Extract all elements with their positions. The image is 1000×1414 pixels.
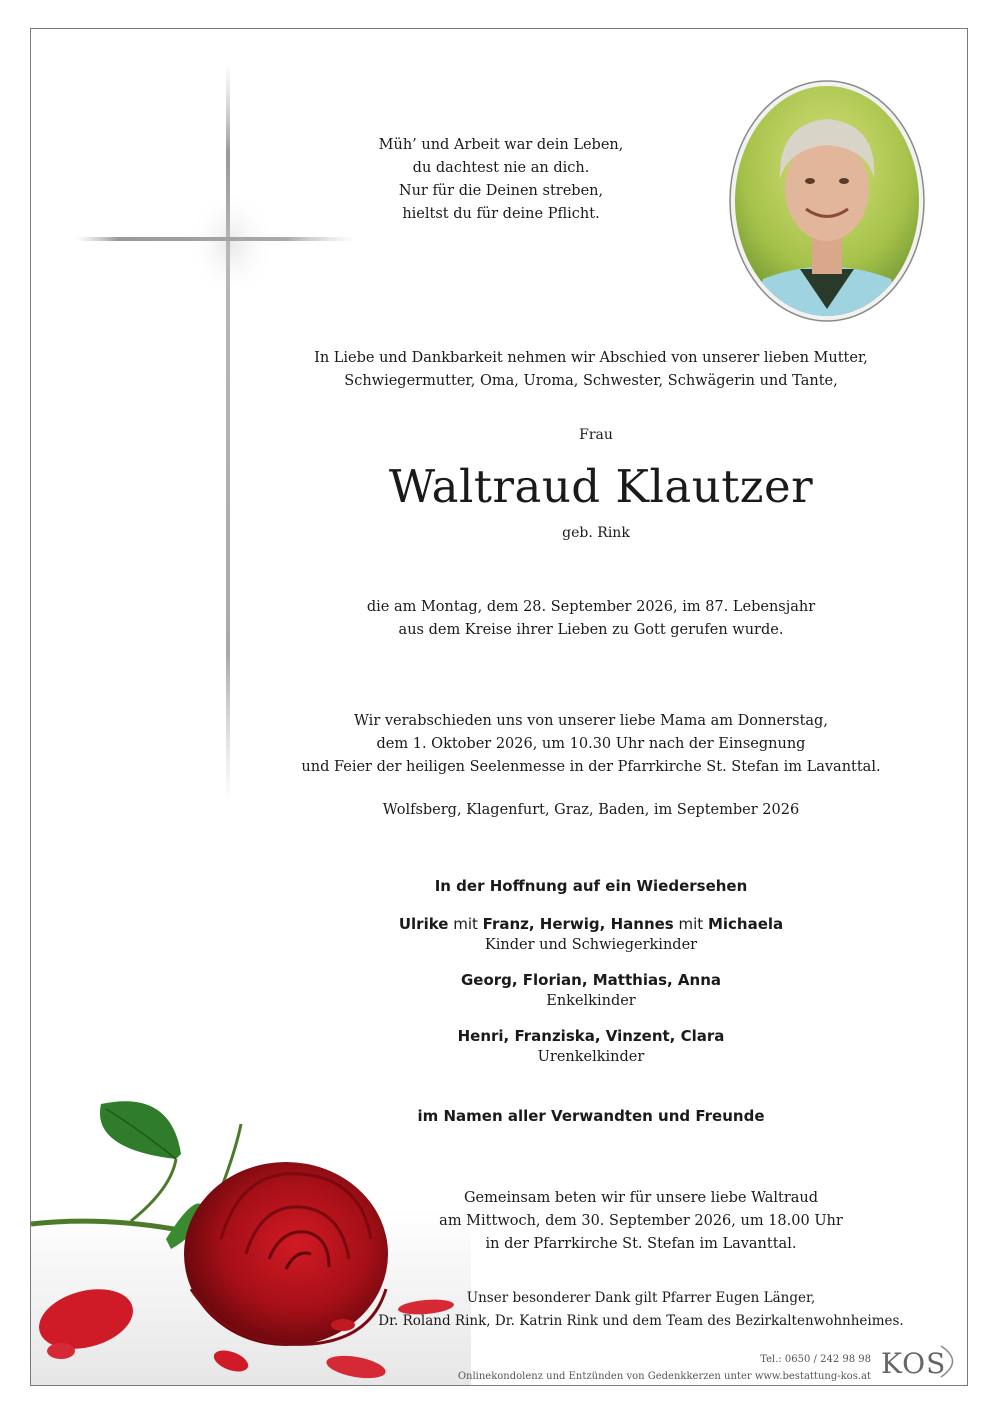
closing-line: im Namen aller Verwandten und Freunde — [417, 1107, 765, 1125]
family-name: Franz, Herwig, Hannes — [482, 915, 674, 933]
thanks-line: Unser besonderer Dank gilt Pfarrer Eugen Länger, — [466, 1290, 816, 1306]
prayer-line: in der Pfarrkirche St. Stefan im Lavanttal. — [485, 1236, 797, 1252]
hope-line: In der Hoffnung auf ein Wiedersehen — [434, 877, 748, 895]
death-line: die am Montag, dem 28. September 2026, im 87. Lebensjahr — [366, 599, 816, 615]
phone-number: Tel.: 0650 / 242 98 98 — [760, 1354, 871, 1365]
birth-name: geb. Rink — [562, 525, 630, 541]
online-condolence-link[interactable]: Onlinekondolenz und Entzünden von Gedenkkerzen unter www.bestattung-kos.at — [457, 1371, 871, 1382]
family-group-children — [281, 914, 901, 956]
family-name: Henri, Franziska, Vinzent, Clara — [457, 1027, 725, 1045]
death-line: aus dem Kreise ihrer Lieben zu Gott gerufen wurde. — [398, 622, 784, 638]
intro-line: In Liebe und Dankbarkeit nehmen wir Abschied von unserer lieben Mutter, — [314, 350, 868, 366]
intro-text — [281, 347, 901, 393]
family-group-great-grandchildren — [281, 1026, 901, 1068]
verse-line: du dachtest nie an dich. — [412, 160, 590, 176]
family-names — [281, 1026, 901, 1047]
family-name: Georg, Florian, Matthias, Anna — [460, 971, 722, 989]
cross-icon — [61, 54, 361, 824]
prayer-line: Gemeinsam beten wir für unsere liebe Waltraud — [463, 1190, 819, 1206]
family-group-grandchildren — [281, 970, 901, 1012]
farewell-line: und Feier der heiligen Seelenmesse in der Pfarrkirche St. Stefan im Lavanttal. — [301, 759, 881, 775]
memorial-verse — [331, 134, 671, 226]
deceased-name: Waltraud Klautzer — [388, 460, 814, 513]
salutation: Frau — [579, 427, 613, 443]
verse-line: Nur für die Deinen streben, — [398, 183, 604, 199]
verse-line: hieltst du für deine Pflicht. — [402, 206, 600, 222]
thanks-line: Dr. Roland Rink, Dr. Katrin Rink und dem Team des Bezirkaltenwohnheimes. — [378, 1313, 904, 1329]
kos-logo: KOS — [881, 1347, 947, 1380]
family-connector: mit — [673, 915, 708, 933]
family-names — [281, 970, 901, 991]
places-date: Wolfsberg, Klagenfurt, Graz, Baden, im September 2026 — [382, 802, 800, 818]
family-relation: Urenkelkinder — [537, 1049, 645, 1065]
family-name: Michaela — [707, 915, 784, 933]
portrait-photo — [728, 79, 926, 324]
logo-arc-icon — [936, 1341, 966, 1381]
prayer-line: am Mittwoch, dem 30. September 2026, um 18.00 Uhr — [439, 1213, 843, 1229]
family-names — [281, 914, 901, 935]
thanks-notice — [351, 1287, 931, 1333]
verse-line: Müh’ und Arbeit war dein Leben, — [378, 137, 624, 153]
intro-line: Schwiegermutter, Oma, Uroma, Schwester, Schwägerin und Tante, — [344, 373, 838, 389]
family-connector: mit — [448, 915, 483, 933]
family-name: Ulrike — [398, 915, 449, 933]
farewell-line: Wir verabschieden uns von unserer liebe Mama am Donnerstag, — [354, 713, 828, 729]
prayer-notice — [401, 1187, 881, 1256]
farewell-line: dem 1. Oktober 2026, um 10.30 Uhr nach der Einsegnung — [376, 736, 806, 752]
death-notice — [281, 596, 901, 642]
family-list — [281, 914, 901, 1082]
family-relation: Kinder und Schwiegerkinder — [484, 937, 698, 953]
family-relation: Enkelkinder — [546, 993, 636, 1009]
obituary-card — [30, 28, 968, 1386]
farewell-notice — [281, 710, 901, 779]
